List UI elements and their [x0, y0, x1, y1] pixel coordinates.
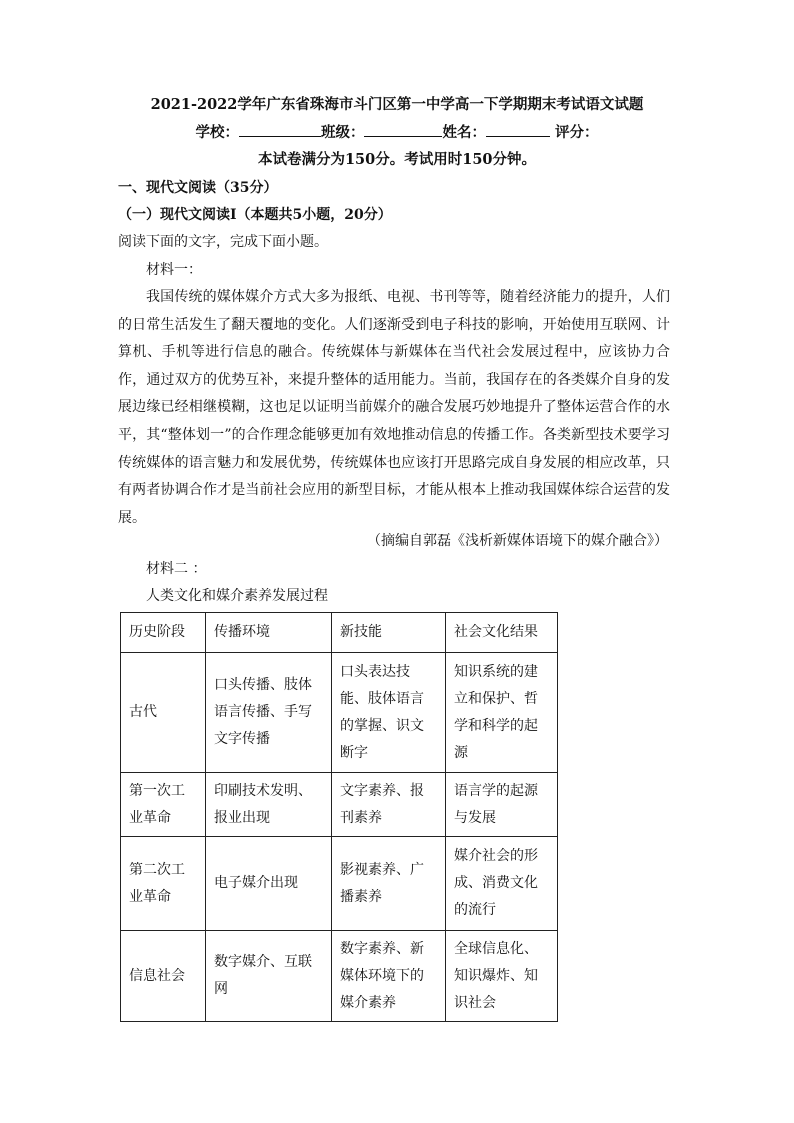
- material1-text: 我国传统的媒体媒介方式大多为报纸、电视、书刊等等，随着经济能力的提升，人们的日常生活发生了翻天覆地的变化。人们逐渐受到电子科技的影响，开始使用互联网、计算机、手机等进行信息的融合。传统媒体与新媒体在当代社会发展过程中，应该协力合作，通过双方的优势互补，来提升整体的适用能力。当前，我国存在的各类媒介自身的发展边缘已经相继模糊，这也足以证明当前媒介的融合发展巧妙地提升了整体运营合作的水平，其“整体划一”的合作理念能够更加有效地推动信息的传播工作。各类新型技术要学习传统媒体的语言魅力和发展优势，传统媒体也应该打开思路完成自身发展的相应改革，只有两者协调合作才是当前社会应用的新型目标，才能从根本上推动我国媒体综合运营的发展。: [118, 289, 670, 526]
- section-heading: 一、现代文阅读（35分）: [118, 180, 278, 196]
- table-cell: 印刷技术发明、报业出现: [206, 773, 332, 837]
- score-label: 评分：: [555, 124, 599, 141]
- school-label: 学校：: [195, 124, 239, 141]
- student-info-line: [0, 122, 794, 143]
- table-cell: 知识系统的建立和保护、哲学和科学的起源: [446, 653, 558, 773]
- table-header-row: [121, 613, 558, 653]
- table-row: [121, 773, 558, 837]
- header-cell: 传播环境: [206, 613, 332, 653]
- table-row: [121, 837, 558, 931]
- name-label: 姓名：: [442, 124, 486, 141]
- exam-title: 2021-2022学年广东省珠海市斗门区第一中学高一下学期期末考试语文试题: [150, 96, 644, 113]
- material1-label: 材料一：: [146, 262, 202, 278]
- media-literacy-table: [120, 612, 558, 1022]
- header-cell: 新技能: [332, 613, 446, 653]
- subsection-heading: （一）现代文阅读Ⅰ（本题共5小题，20分）: [118, 207, 392, 223]
- reading-instruction: 阅读下面的文字，完成下面小题。: [118, 234, 328, 250]
- table-cell: 文字素养、报刊素养: [332, 773, 446, 837]
- table-cell: 古代: [121, 653, 206, 773]
- header-cell: 社会文化结果: [446, 613, 558, 653]
- school-blank: [239, 122, 321, 137]
- table-cell: 口头传播、肢体语言传播、手写文字传播: [206, 653, 332, 773]
- table-row: [121, 931, 558, 1022]
- table-cell: 全球信息化、知识爆炸、知识社会: [446, 931, 558, 1022]
- table-cell: 数字媒介、互联网: [206, 931, 332, 1022]
- table-cell: 媒介社会的形成、消费文化的流行: [446, 837, 558, 931]
- table-cell: 第二次工业革命: [121, 837, 206, 931]
- material2-label: 材料二 ：: [146, 561, 207, 577]
- table-caption: 人类文化和媒介素养发展过程: [146, 588, 328, 604]
- table-cell: 电子媒介出现: [206, 837, 332, 931]
- header-cell: 历史阶段: [121, 613, 206, 653]
- exam-note: 本试卷满分为150分。考试用时150分钟。: [257, 151, 537, 168]
- table-row: [121, 653, 558, 773]
- table-cell: 第一次工业革命: [121, 773, 206, 837]
- class-label: 班级：: [320, 124, 365, 141]
- class-blank: [364, 122, 442, 137]
- table-cell: 数字素养、新媒体环境下的媒介素养: [332, 931, 446, 1022]
- table-cell: 影视素养、广播素养: [332, 837, 446, 931]
- material1-source: （摘编自郭磊《浅析新媒体语境下的媒介融合》）: [367, 533, 668, 549]
- table-cell: 语言学的起源与发展: [446, 773, 558, 837]
- table-cell: 口头表达技能、肢体语言的掌握、识文断字: [332, 653, 446, 773]
- name-blank: [486, 122, 550, 137]
- table-cell: 信息社会: [121, 931, 206, 1022]
